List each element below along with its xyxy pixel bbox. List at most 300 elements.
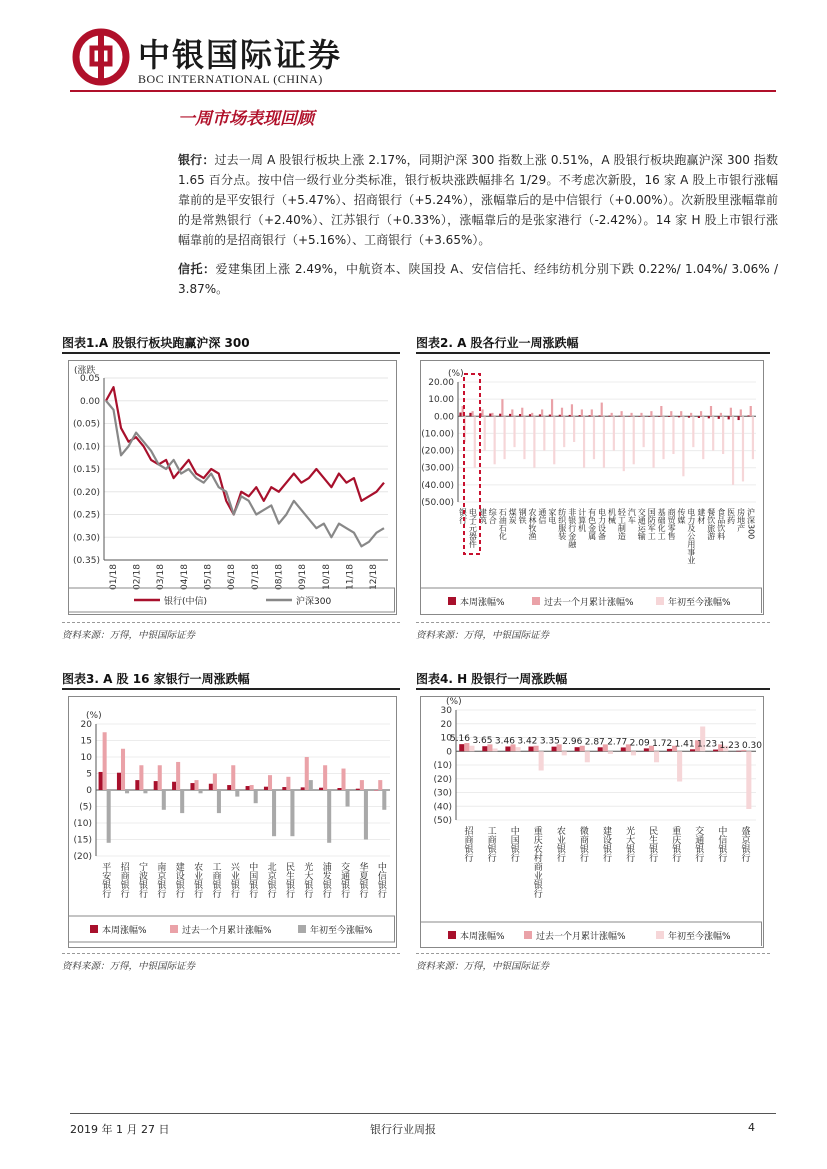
fig1-rule [62, 352, 400, 354]
fig2-y-tick: 10.00 [428, 395, 454, 406]
fig2-bar [722, 416, 724, 454]
fig2-bar [539, 414, 541, 416]
fig4-y-tick: 0 [446, 747, 452, 758]
fig2-bar [549, 415, 551, 417]
fig3-bar [121, 749, 125, 790]
fig2-bar [668, 416, 670, 417]
fig1-x-tick: 02/18 [132, 564, 143, 590]
fig4-data-label: 1.72 [652, 738, 673, 749]
fig2-x-tick: 石油石化 [498, 508, 508, 540]
fig2-bar [513, 416, 515, 447]
fig2-x-tick: 计算机 [577, 508, 587, 532]
fig3-x-tick: 浦发银行 [320, 862, 331, 898]
fig2-bar [678, 416, 680, 417]
fig3-legend-swatch [90, 925, 98, 933]
fig4-legend-swatch [448, 931, 456, 939]
fig4-title: 图表4. H 股银行一周涨跌幅 [416, 672, 568, 686]
fig2-bar [682, 416, 684, 476]
fig2-bar [551, 399, 553, 416]
fig3-legend-swatch [298, 925, 306, 933]
fig2-bar [688, 416, 690, 417]
fig2-bar [593, 416, 595, 459]
fig3-bar [286, 777, 290, 790]
fig2-bar [700, 411, 702, 416]
fig2-bar [698, 416, 700, 418]
fig4-x-tick: 微商银行 [577, 826, 588, 862]
fig2-bar [638, 416, 640, 417]
fig4-chart [420, 696, 762, 946]
fig4-data-label: 2.09 [629, 738, 650, 749]
fig2-legend-label: 过去一个月累计涨幅% [544, 598, 634, 608]
fig2-bar [601, 403, 603, 417]
fig4-y-tick: 30 [440, 706, 452, 716]
fig2-bar [692, 416, 694, 447]
fig3-bar [341, 769, 345, 790]
fig4-bar [654, 751, 659, 762]
fig2-bar [738, 416, 740, 420]
fig4-y-tick: (10) [433, 761, 452, 771]
fig2-chart [420, 360, 762, 613]
fig3-bar [117, 773, 121, 790]
fig2-bar [740, 409, 742, 416]
fig3-bar [250, 785, 254, 790]
fig4-bar [644, 748, 649, 751]
fig2-bar [630, 413, 632, 416]
fig2-bar [672, 416, 674, 454]
fig4-y-tick: 10 [440, 733, 452, 744]
fig3-bar [319, 788, 323, 790]
fig2-bar [633, 416, 635, 464]
fig3-source: 资料来源：万得，中银国际证券 [62, 961, 196, 972]
fig4-rule [416, 688, 770, 690]
trust-label: 信托： [178, 262, 216, 276]
fig3-bar [139, 765, 143, 790]
fig2-bar [648, 416, 650, 417]
fig2-legend-swatch [448, 597, 456, 605]
fig3-bar [154, 781, 158, 790]
fig3-y-tick: (15) [73, 835, 92, 846]
fig2-y-tick: (40.00) [421, 480, 454, 491]
fig2-bar [670, 411, 672, 416]
fig4-x-tick: 重庆银行 [670, 826, 681, 862]
fig3-bar [213, 774, 217, 791]
fig4-x-tick: 建设银行 [601, 826, 611, 862]
fig2-bar [521, 408, 523, 417]
fig3-bar [209, 784, 213, 790]
section-title: 一周市场表现回顾 [178, 109, 314, 129]
fig4-bar [528, 747, 533, 752]
fig1-series-2-line [106, 401, 384, 547]
fig1-x-tick: 08/18 [274, 564, 285, 590]
fig2-bar [563, 416, 565, 447]
fig2-bar [499, 414, 501, 417]
fig2-bar [618, 416, 620, 417]
fig2-x-tick: 餐饮旅游 [706, 508, 716, 540]
fig2-rule [416, 352, 770, 354]
fig3-bar [382, 790, 386, 810]
fig4-bar [585, 751, 590, 762]
fig4-data-label: 0.30 [741, 740, 762, 751]
fig3-x-tick: 华夏银行 [357, 862, 368, 898]
fig3-bar [143, 790, 147, 793]
fig3-x-tick: 中国银行 [247, 862, 258, 898]
fig2-bar [579, 415, 581, 416]
fig2-y-tick: (30.00) [421, 463, 454, 474]
fig1-x-tick: 01/18 [108, 564, 119, 590]
fig2-bar [503, 416, 505, 459]
fig3-title: 图表3. A 股 16 家银行一周涨跌幅 [62, 672, 250, 686]
fig2-bar [541, 409, 543, 416]
fig2-x-tick: 国防军工 [647, 508, 657, 540]
fig2-bar [591, 409, 593, 416]
fig2-bar [531, 413, 533, 416]
fig3-y-tick: (5) [79, 802, 92, 813]
fig4-legend-label: 本周涨幅% [460, 932, 505, 942]
fig3-bar [360, 780, 364, 790]
fig3-y-tick: 10 [80, 753, 92, 763]
fig4-bar [736, 751, 741, 752]
fig4-bar [631, 751, 636, 755]
fig2-bar [529, 414, 531, 416]
fig2-bar [732, 416, 734, 485]
fig1-x-tick: 03/18 [156, 564, 167, 590]
fig3-chart [68, 696, 395, 946]
fig2-x-tick: 综合 [488, 508, 498, 524]
footer-page-number: 4 [748, 1121, 755, 1134]
fig4-bar [677, 751, 682, 781]
fig2-bar [459, 413, 461, 417]
fig2-bar [640, 413, 642, 416]
fig1-y-tick: (0.20) [72, 487, 100, 498]
fig2-legend-swatch [656, 597, 664, 605]
fig2-source: 资料来源：万得，中银国际证券 [416, 630, 550, 641]
fig4-x-tick: 招商银行 [462, 826, 473, 862]
fig3-bar [217, 790, 221, 813]
fig2-bar [501, 399, 503, 416]
fig1-x-tick: 12/18 [369, 564, 380, 590]
footer-report-name: 银行行业周报 [370, 1123, 436, 1136]
fig2-legend-label: 本周涨幅% [460, 598, 505, 608]
fig1-x-tick: 11/18 [345, 564, 356, 590]
fig4-data-label: 3.42 [517, 736, 538, 747]
fig2-x-tick: 房地产 [736, 508, 746, 532]
fig1-x-tick: 05/18 [203, 564, 214, 590]
fig2-x-tick: 纺织服装 [557, 508, 567, 540]
fig4-data-label: 3.46 [494, 736, 515, 747]
fig4-y-tick: (30) [433, 788, 452, 799]
fig1-chart [68, 360, 395, 613]
fig2-x-tick: 传媒 [677, 508, 686, 524]
fig2-bar [523, 416, 525, 459]
company-logo [72, 28, 130, 86]
fig2-bar [621, 411, 623, 416]
fig2-bar [561, 408, 563, 417]
fig4-data-label: 3.65 [472, 736, 493, 747]
fig2-bar [598, 415, 600, 416]
fig3-bar [305, 757, 309, 790]
fig2-bar [702, 416, 704, 459]
footer-date: 2019 年 1 月 27 日 [70, 1123, 170, 1136]
fig4-y-unit: (%) [446, 697, 462, 707]
fig1-source: 资料来源：万得，中银国际证券 [62, 630, 196, 641]
fig4-bar [746, 751, 751, 809]
fig1-y-tick: 0.00 [79, 396, 100, 407]
fig4-legend-swatch [524, 931, 532, 939]
fig4-bar [575, 747, 580, 751]
fig3-bar [135, 780, 139, 790]
fig2-y-tick: (20.00) [421, 446, 454, 457]
fig2-bar [474, 416, 476, 467]
fig2-bar [720, 413, 722, 416]
fig3-bar [199, 790, 203, 793]
fig4-legend-swatch [656, 931, 664, 939]
fig2-x-tick: 通信 [537, 508, 547, 524]
fig3-bar [162, 790, 166, 810]
fig2-bar [742, 416, 744, 481]
fig3-x-tick: 北京银行 [265, 862, 276, 898]
trust-text: 爱建集团上涨 2.49%，中航资本、陕国投 A、安信信托、经纬纺机分别下跌 0.22%/ 1.04%/ 3.06% / 3.87%。 [178, 262, 778, 296]
fig2-x-tick: 机械 [607, 508, 617, 524]
fig4-data-label: 1.23 [719, 740, 740, 751]
fig3-y-tick: 0 [86, 786, 92, 796]
fig4-source: 资料来源：万得，中银国际证券 [416, 961, 550, 972]
fig3-bar [301, 787, 305, 790]
brand-name-en: BOC INTERNATIONAL (CHINA) [138, 72, 323, 86]
fig1-legend-label: 沪深300 [296, 597, 332, 607]
bank-text: 过去一周 A 股银行板块上涨 2.17%，同期沪深 300 指数上涨 0.51%，A 股银行板块跑赢沪深 300 指数 1.65 百分点。按中信一级行业分类标准，银行板块涨跌幅排名 1/29。不考虑次新股，16 家 A 股上市银行涨幅靠前的是平安银行（+5.47%）、招商银行（+5.24%），涨幅靠后的是中信银行（+0.00%）。次新股里涨幅靠前的是常熟银行（+2.40%）、江苏银行（+0.33%），涨幅靠后的是张家港行（-2.42%）。14 家 H 股上市银行涨幅靠前的是招商银行（+5.16%）、工商银行（+3.65%）。 [178, 153, 778, 247]
fig3-source-rule [62, 953, 400, 954]
fig3-bar [180, 790, 184, 813]
fig4-bar [539, 751, 544, 770]
fig2-bar [491, 413, 493, 416]
fig2-x-tick: 基础化工 [657, 508, 667, 540]
fig3-bar [227, 785, 231, 790]
fig1-y-tick: (0.10) [72, 442, 100, 453]
fig1-x-tick: 10/18 [321, 564, 332, 590]
fig3-bar [378, 780, 382, 790]
fig2-x-tick: 交通运输 [637, 508, 647, 540]
fig2-y-tick: 20.00 [428, 378, 454, 388]
fig2-x-tick: 汽车 [627, 508, 637, 524]
fig3-bar [99, 772, 103, 790]
fig2-bar [581, 409, 583, 416]
fig4-bar [482, 746, 487, 751]
fig1-title: 图表1.A 股银行板块跑赢沪深 300 [62, 336, 250, 350]
fig4-x-tick: 工商银行 [485, 826, 496, 862]
fig4-data-label: 1.41 [674, 739, 695, 750]
fig3-bar [107, 790, 111, 843]
fig3-x-tick: 南京银行 [155, 862, 166, 898]
fig1-x-tick: 06/18 [227, 564, 238, 590]
fig3-bar [364, 790, 368, 840]
fig2-bar [658, 416, 660, 417]
fig4-y-tick: (40) [433, 802, 452, 813]
fig2-bar [680, 411, 682, 416]
fig3-bar [103, 732, 107, 790]
fig4-bar [552, 747, 557, 752]
fig1-x-tick: 07/18 [250, 564, 261, 590]
fig3-bar [272, 790, 276, 836]
fig4-source-rule [416, 953, 770, 954]
fig3-bar [309, 780, 313, 790]
fig2-bar [747, 415, 749, 416]
fig2-y-tick: (50.00) [421, 498, 454, 508]
fig2-x-tick: 医药 [726, 508, 736, 524]
fig1-legend-label: 银行(中信) [164, 597, 208, 607]
fig2-bar [573, 416, 575, 442]
fig4-y-tick: 20 [440, 719, 452, 730]
fig4-x-tick: 中信银行 [716, 826, 727, 862]
fig2-bar [559, 415, 561, 417]
fig2-x-tick: 家电 [547, 508, 557, 524]
header-rule [70, 90, 776, 92]
fig3-legend-label: 年初至今涨幅% [310, 926, 373, 936]
fig2-x-tick: 轻工制造 [617, 508, 627, 540]
fig2-bar [469, 413, 471, 416]
fig3-bar [194, 780, 198, 790]
fig4-legend-label: 年初至今涨幅% [668, 932, 731, 942]
fig2-bar [472, 411, 474, 416]
fig2-bar [533, 416, 535, 467]
fig3-bar [176, 762, 180, 790]
fig4-y-tick: (20) [433, 774, 452, 785]
fig2-bar [589, 415, 591, 416]
fig2-y-unit: (%) [448, 369, 464, 379]
fig3-bar [190, 783, 194, 790]
fig1-source-rule [62, 622, 400, 623]
fig3-x-tick: 民生银行 [283, 862, 294, 898]
fig3-bar [346, 790, 350, 807]
fig4-bar [598, 747, 603, 751]
fig4-legend-label: 过去一个月累计涨幅% [536, 932, 626, 942]
fig4-bar [505, 746, 510, 751]
fig3-x-tick: 兴业银行 [228, 862, 239, 898]
fig4-x-tick: 光大银行 [624, 826, 635, 862]
fig2-bar [660, 406, 662, 416]
fig2-bar [712, 416, 714, 450]
fig3-bar [337, 788, 341, 790]
fig2-bar [603, 416, 605, 467]
fig2-x-tick: 银行 [458, 508, 468, 524]
fig2-bar [569, 415, 571, 416]
fig2-source-rule [416, 622, 770, 623]
fig1-y-tick: (0.25) [72, 510, 100, 521]
fig3-bar [290, 790, 294, 836]
fig2-bar [543, 416, 545, 450]
fig1-y-tick: (0.35) [72, 556, 100, 566]
fig2-x-tick: 电子元器件 [468, 508, 478, 548]
fig2-bar [652, 416, 654, 467]
fig2-x-tick: 煤炭 [508, 508, 518, 524]
fig4-bar [621, 747, 626, 751]
fig4-x-tick: 农业银行 [554, 826, 565, 862]
fig3-y-tick: 5 [86, 769, 92, 780]
fig4-x-tick: 民生银行 [647, 826, 658, 862]
fig4-data-label: 3.35 [539, 736, 560, 747]
fig2-bar [752, 416, 754, 459]
fig3-bar [125, 790, 129, 793]
footer-rule [70, 1113, 776, 1114]
trust-paragraph [178, 259, 778, 299]
fig3-x-tick: 工商银行 [210, 862, 221, 898]
fig4-bar [534, 746, 539, 752]
fig2-bar [623, 416, 625, 471]
fig3-x-tick: 建设银行 [173, 862, 184, 898]
fig2-bar [489, 414, 491, 417]
fig1-legend-box [69, 588, 395, 612]
fig1-x-tick: 04/18 [179, 564, 190, 590]
fig4-x-tick: 中国银行 [508, 826, 519, 862]
fig2-x-tick: 建材 [696, 508, 706, 524]
fig2-bar [728, 416, 730, 419]
fig2-bar [710, 406, 712, 416]
fig2-bar [571, 404, 573, 416]
fig3-rule [62, 688, 400, 690]
fig3-y-unit: (%) [86, 711, 102, 721]
fig2-x-tick: 建筑 [478, 508, 488, 524]
fig3-legend-label: 过去一个月累计涨幅% [182, 926, 272, 936]
fig4-data-label: 5.16 [449, 734, 471, 745]
fig4-bar [492, 749, 497, 752]
fig2-legend-swatch [532, 597, 540, 605]
fig4-bar [667, 749, 672, 751]
fig3-bar [282, 787, 286, 790]
fig2-bar [511, 409, 513, 416]
fig2-bar [608, 416, 610, 417]
fig4-x-tick: 交通银行 [693, 826, 704, 862]
fig1-x-tick: 09/18 [298, 564, 309, 590]
fig2-x-tick: 有色金属 [587, 508, 597, 540]
fig2-bar [481, 409, 483, 416]
fig2-title: 图表2. A 股各行业一周涨跌幅 [416, 336, 579, 350]
fig4-bar [516, 747, 521, 751]
fig3-legend-swatch [170, 925, 178, 933]
fig3-bar [374, 790, 378, 791]
fig3-bar [327, 790, 331, 843]
fig4-bar [459, 744, 464, 751]
fig2-bar [613, 416, 615, 450]
bank-label: 银行： [178, 153, 215, 167]
fig3-x-tick: 平安银行 [100, 862, 111, 898]
fig2-x-tick: 钢铁 [518, 508, 528, 524]
brand-name-cn: 中银国际证券 [138, 36, 343, 74]
fig2-bar [509, 414, 511, 416]
fig2-bar [553, 416, 555, 464]
fig2-bar [583, 416, 585, 467]
fig3-x-tick: 交通银行 [339, 862, 350, 898]
fig1-series-1-line [106, 387, 384, 514]
fig2-bar [519, 414, 521, 416]
fig4-data-label: 2.96 [562, 737, 583, 748]
fig3-x-tick: 宁波银行 [136, 862, 147, 898]
fig1-y-tick: (0.30) [72, 533, 100, 544]
fig3-y-tick: (10) [73, 819, 92, 829]
fig2-x-tick: 沪深300 [746, 508, 756, 540]
fig3-x-tick: 中信银行 [375, 862, 386, 898]
fig4-data-label: 1.23 [697, 739, 718, 750]
fig2-x-tick: 食品饮料 [716, 508, 726, 540]
fig4-bar [713, 750, 718, 752]
fig4-data-label: 2.87 [584, 737, 605, 748]
fig3-x-tick: 农业银行 [192, 862, 203, 898]
fig4-y-tick: (50) [433, 816, 452, 826]
fig1-y-tick: 0.05 [79, 374, 100, 384]
fig1-y-unit: (涨跌 [74, 366, 96, 376]
fig2-x-tick: 商贸零售 [667, 508, 677, 540]
fig3-bar [172, 782, 176, 790]
fig2-bar [750, 406, 752, 416]
fig3-bar [235, 790, 239, 797]
